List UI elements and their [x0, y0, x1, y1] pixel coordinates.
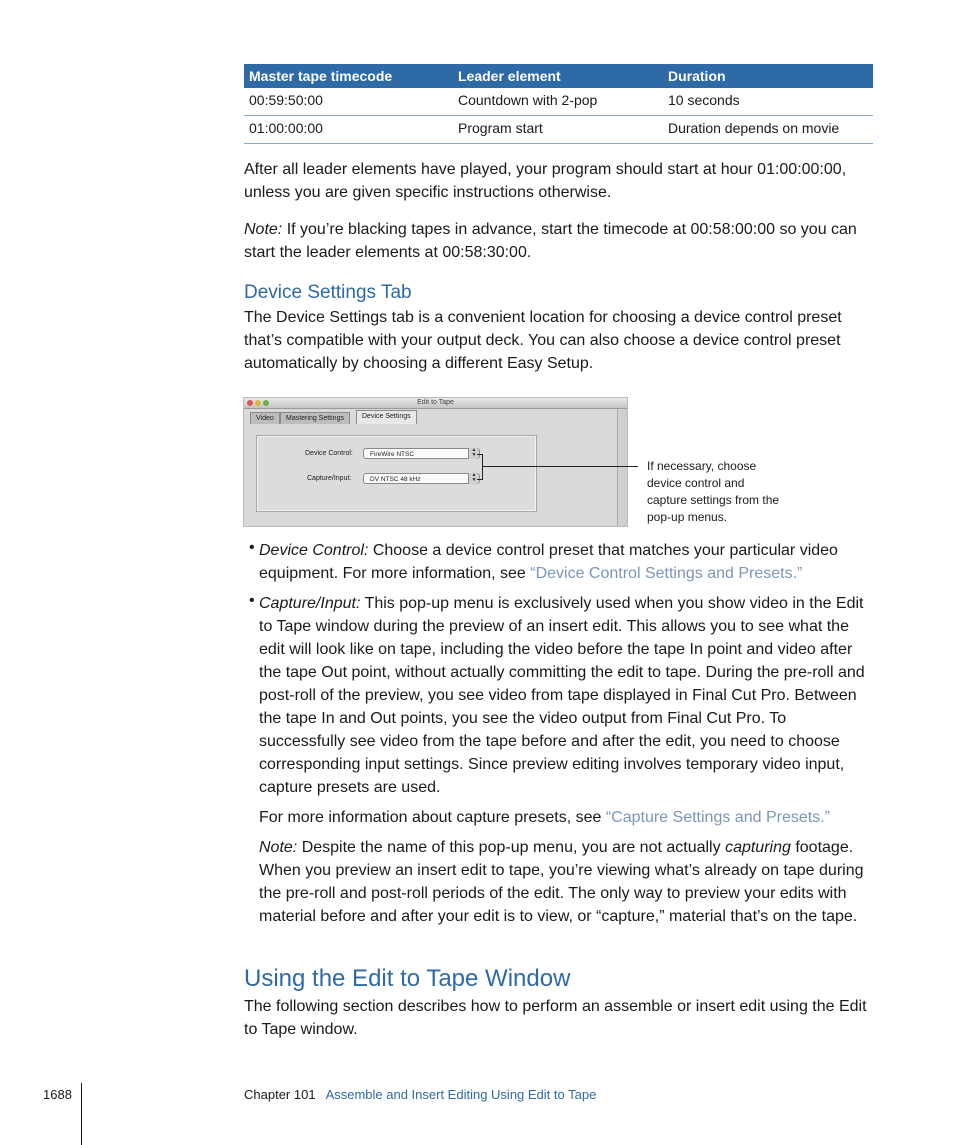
bullet-item-capture-input: [259, 592, 873, 799]
chapter-footer: [244, 1087, 596, 1102]
bullet-term: Capture/Input:: [259, 595, 361, 612]
device-control-settings-link[interactable]: “Device Control Settings and Presets.”: [530, 565, 803, 582]
callout-bracket-top: [477, 454, 483, 455]
capture-settings-link[interactable]: “Capture Settings and Presets.”: [605, 809, 830, 826]
column-header: Master tape timecode: [249, 68, 393, 84]
note-text: If you’re blacking tapes in advance, start the timecode at 00:58:00:00 so you can start the leader elements at 00:58:30:00.: [244, 221, 857, 261]
paragraph: After all leader elements have played, your program should start at hour 01:00:00:00, unless you are given specific instructions otherwise.: [244, 161, 847, 201]
table-cell: 00:59:50:00: [249, 92, 323, 108]
more-info-text: For more information about capture presets, see: [259, 809, 606, 826]
callout-bracket-bottom: [477, 479, 483, 480]
note-paragraph: [259, 836, 873, 928]
scrollbar[interactable]: [617, 409, 627, 526]
chapter-section-heading: Using the Edit to Tape Window: [244, 965, 571, 992]
capture-input-label: Capture/Input:: [307, 475, 352, 482]
table-cell: Program start: [458, 120, 543, 136]
chevron-updown-icon: ▲ ▼: [468, 473, 479, 484]
table-cell: 01:00:00:00: [249, 120, 323, 136]
table-row: [244, 116, 873, 144]
footer-rule: [81, 1083, 82, 1145]
page-number: 1688: [43, 1087, 72, 1102]
table-header: [244, 64, 873, 88]
note-text: footage. When you preview an insert edit to tape, you’re viewing what’s already on tape during the pre-roll and post-roll periods of the edit. The only way to preview your edits with material before and after your edit is to view, or “capture,” material that’s on the tape.: [259, 839, 864, 925]
bullet-term: Device Control:: [259, 542, 369, 559]
column-header: Duration: [668, 68, 726, 84]
bullet-text: Choose a device control preset that matches your particular video equipment. For more information, see: [259, 542, 838, 582]
device-control-popup[interactable]: [363, 448, 480, 459]
table-row: [244, 88, 873, 116]
screenshot-caption: If necessary, choose device control and capture settings from the pop-up menus.: [647, 459, 780, 524]
chevron-updown-icon: ▲ ▼: [468, 448, 479, 459]
table-cell: 10 seconds: [668, 92, 740, 108]
note-paragraph: [244, 218, 874, 264]
tab-device-settings[interactable]: Device Settings: [356, 410, 417, 424]
edit-to-tape-screenshot: [243, 397, 628, 527]
table-cell: Duration depends on movie: [668, 120, 840, 136]
column-header: Leader element: [458, 68, 561, 84]
more-info-paragraph: [259, 806, 873, 829]
callout-bracket: [482, 454, 483, 480]
bullet-item-device-control: [259, 539, 873, 585]
tab-mastering-settings[interactable]: Mastering Settings: [280, 412, 350, 424]
device-settings-panel: [256, 435, 537, 512]
window-title: Edit to Tape: [417, 399, 454, 406]
chapter-title: Assemble and Insert Editing Using Edit to Tape: [325, 1087, 597, 1102]
bullet-dot: •: [249, 539, 255, 556]
device-control-label: Device Control:: [305, 450, 353, 457]
bullet-text: This pop-up menu is exclusively used when you show video in the Edit to Tape window during the preview of an insert edit. This allows you to see what the edit will look like on tape, including the video before the tape In point and video after the tape Out point, without actually committing the edit to tape. During the pre-roll and post-roll of the preview, you see video from tape displayed in Final Cut Pro. Between the tape In and Out points, you see the video output from Final Cut Pro. To successfully see video from the tape before and after the edit, you need to choose corresponding input settings. Since preview editing involves temporary video input, capture presets are used.: [259, 595, 865, 796]
section-body: The Device Settings tab is a convenient location for choosing a device control preset that’s compatible with your output deck. You can also choose a device control preset automatically by choosing a different Easy Setup.: [244, 309, 842, 372]
device-control-value: FireWire NTSC: [370, 451, 415, 458]
bullet-dot: •: [249, 592, 255, 609]
table-cell: Countdown with 2-pop: [458, 92, 598, 108]
note-emphasis: capturing: [725, 839, 791, 856]
capture-input-popup[interactable]: [363, 473, 480, 484]
note-label: Note:: [259, 839, 298, 856]
section-heading: Device Settings Tab: [244, 282, 412, 303]
tab-video[interactable]: Video: [250, 412, 280, 424]
section-body: The following section describes how to perform an assemble or insert edit using the Edit to Tape window.: [244, 998, 867, 1038]
callout-line: [483, 466, 638, 467]
window-titlebar: [244, 398, 627, 409]
note-text: Despite the name of this pop-up menu, you are not actually: [297, 839, 726, 856]
note-label: Note:: [244, 221, 283, 238]
chapter-label: Chapter 101: [244, 1087, 316, 1102]
capture-input-value: DV NTSC 48 kHz: [370, 476, 421, 483]
